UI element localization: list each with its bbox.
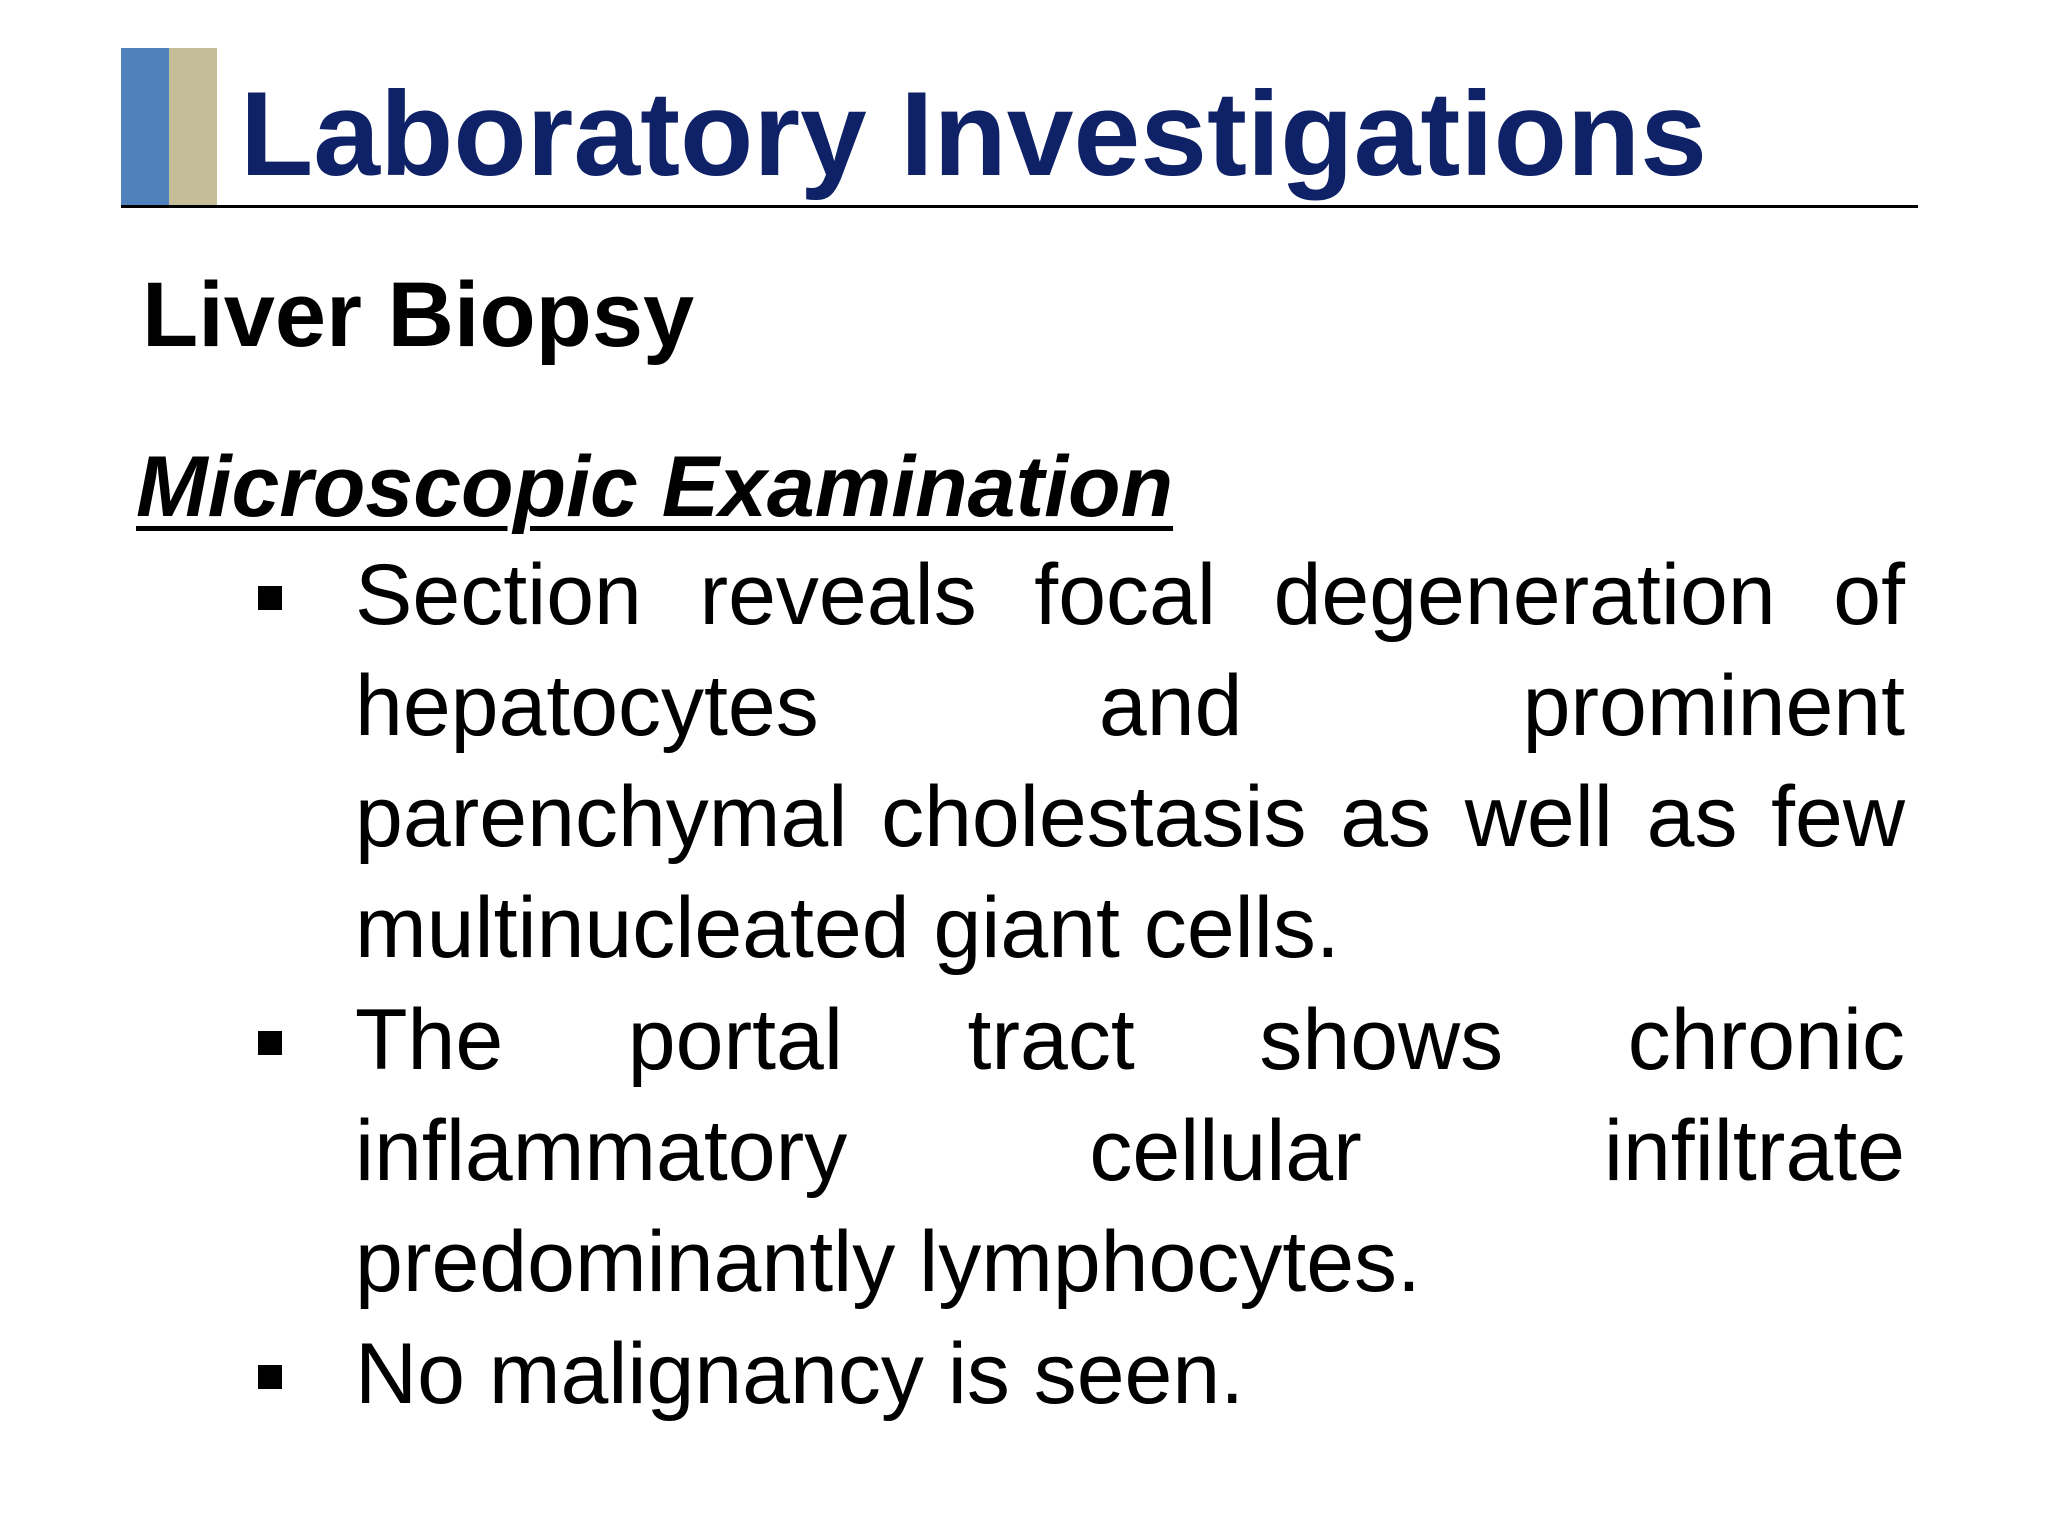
bullet-text: The portal tract shows chronic inflammatory cellular infiltrate predominantly lymphocytes. bbox=[355, 992, 1905, 1310]
bullet-text: Section reveals focal degeneration of hepatocytes and prominent parenchymal cholestasis as well as few multinucleated giant cells. bbox=[355, 547, 1905, 976]
square-bullet-icon bbox=[258, 1365, 282, 1389]
title-divider bbox=[121, 205, 1918, 208]
section-heading: Microscopic Examination bbox=[136, 439, 1174, 535]
slide-title: Laboratory Investigations bbox=[240, 67, 1707, 201]
square-bullet-icon bbox=[258, 586, 282, 610]
slide-subtitle: Liver Biopsy bbox=[142, 264, 695, 366]
square-bullet-icon bbox=[258, 1031, 282, 1055]
title-accent-bar-tan bbox=[169, 48, 217, 206]
title-accent-bar-blue bbox=[121, 48, 169, 206]
bullet-text: No malignancy is seen. bbox=[355, 1326, 1245, 1422]
